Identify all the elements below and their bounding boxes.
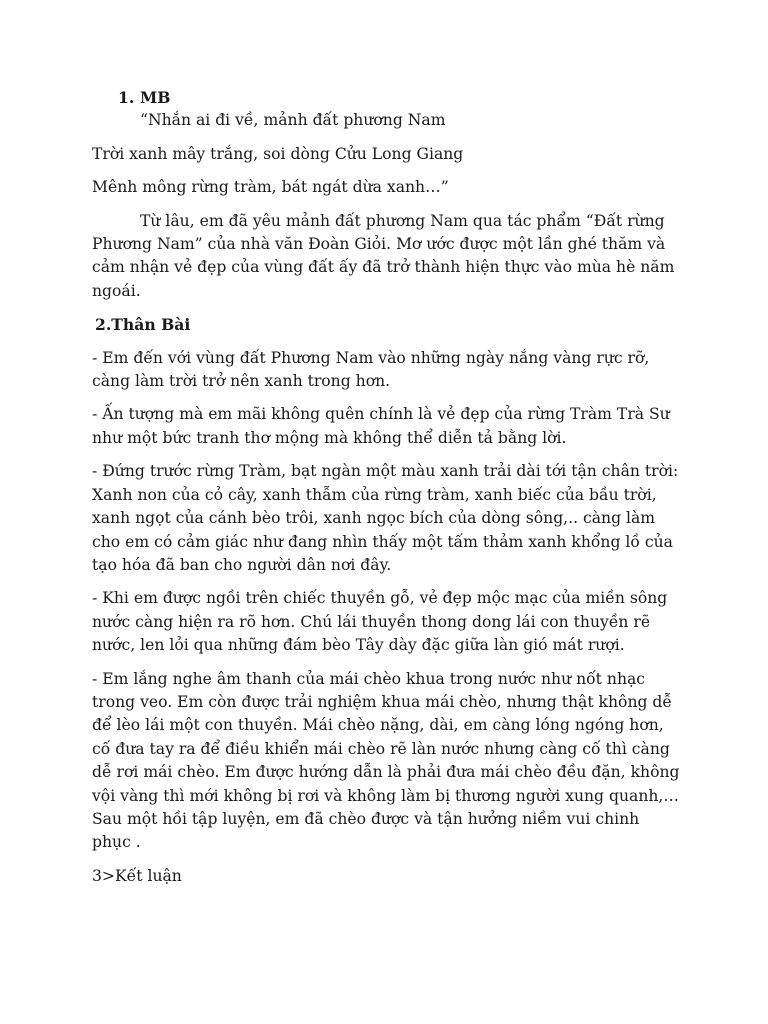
poem-line-1: “Nhắn ai đi về, mảnh đất phương Nam [140,111,446,130]
document-page [92,86,682,888]
section-1-heading [92,86,682,109]
section-2-heading: 2.Thân Bài [95,315,191,335]
section-1-number: 1. [118,88,135,107]
body-paragraph-5: - Em lắng nghe âm thanh của mái chèo khua trong nước như nốt nhạc trong veo. Em còn được trải nghiệm khua mái chèo, nhưng thật không dễ để lèo lái một con thuyền. Mái chèo nặng, dài, em càng lóng ngóng hơn, cố đưa tay ra để điều khiển mái chèo rẽ làn nước nhưng càng cố thì càng dễ rơi mái chèo. Em được hướng dẫn là phải đưa mái chèo đều đặn, không vội vàng thì mới không bị rơi và không làm bị thương người xung quanh,… Sau một hồi tập luyện, em đã chèo được và tận hưởng niềm vui chinh phục . [92,669,680,852]
body-paragraph-2: - Ấn tượng mà em mãi không quên chính là vẻ đẹp của rừng Tràm Trà Sư như một bức tranh thơ mộng mà không thể diễn tả bằng lời. [92,405,670,447]
section-3-heading: 3>Kết luận [92,866,182,885]
body-paragraph-4: - Khi em được ngồi trên chiếc thuyền gỗ, vẻ đẹp mộc mạc của miền sông nước càng hiện ra rõ hơn. Chú lái thuyền thong dong lái con thuyền rẽ nước, len lỏi qua những đám bèo Tây dày đặc giữa làn gió mát rượi. [92,589,668,655]
body-paragraph-1: - Em đến với vùng đất Phương Nam vào những ngày nắng vàng rực rỡ, càng làm trời trở nên xanh trong hơn. [92,348,650,391]
poem-line-3: Mênh mông rừng tràm, bát ngát dừa xanh…” [92,178,449,197]
body-paragraph-3: - Đứng trước rừng Tràm, bạt ngàn một màu xanh trải dài tới tận chân trời: Xanh non của cỏ cây, xanh thẫm của rừng tràm, xanh biếc của bầu trời, xanh ngọt của cánh bèo trôi, xanh ngọc bích của dòng sông,.. càng làm cho em có cảm giác như đang nhìn thấy một tấm thảm xanh khổng lồ của tạo hóa đã ban cho người dân nơi đây. [92,462,679,574]
section-1-title: MB [140,88,171,107]
intro-paragraph: Từ lâu, em đã yêu mảnh đất phương Nam qua tác phẩm “Đất rừng Phương Nam” của nhà văn Đoàn Giỏi. Mơ ước được một lần ghé thăm và cảm nhận vẻ đẹp của vùng đất ấy đã trở thành hiện thực vào mùa hè năm ngoái. [92,211,675,300]
poem-line-2: Trời xanh mây trắng, soi dòng Cửu Long Giang [92,144,464,163]
